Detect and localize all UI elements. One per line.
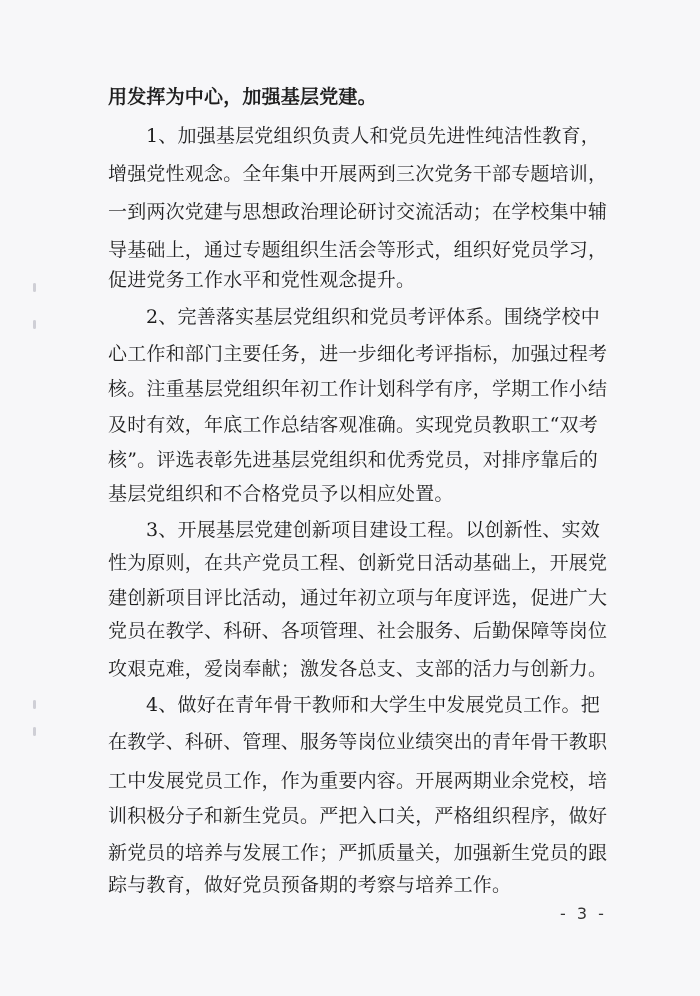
body-line: 新党员的培养与发展工作；严抓质量关，加强新生党员的跟	[108, 842, 608, 864]
body-line: 核。注重基层党组织年初工作计划科学有序，学期工作小结	[108, 378, 608, 400]
page-number: - 3 -	[560, 904, 607, 923]
scan-mark	[33, 283, 36, 292]
body-line: 在教学、科研、管理、服务等岗位业绩突出的青年骨干教职	[108, 731, 608, 753]
body-line: 性为原则，在共产党员工程、创新党日活动基础上，开展党	[108, 552, 608, 574]
body-line: 导基础上，通过专题组织生活会等形式，组织好党员学习，	[108, 239, 608, 261]
body-line: 建创新项目评比活动，通过年初立项与年度评选，促进广大	[108, 587, 608, 609]
scan-mark	[33, 320, 36, 329]
body-line: 1、加强基层党组织负责人和党员先进性纯洁性教育，	[146, 125, 600, 147]
body-line: 增强党性观念。全年集中开展两到三次党务干部专题培训，	[108, 163, 608, 185]
body-line: 3、开展基层党建创新项目建设工程。以创新性、实效	[146, 519, 600, 541]
body-line: 工中发展党员工作，作为重要内容。开展两期业余党校，培	[108, 770, 608, 792]
body-line: 攻艰克难，爱岗奉献；激发各总支、支部的活力与创新力。	[108, 658, 608, 680]
body-line: 核”。评选表彰先进基层党组织和优秀党员，对排序靠后的	[108, 449, 598, 471]
scan-mark	[33, 727, 36, 736]
heading-line: 用发挥为中心，加强基层党建。	[108, 86, 377, 108]
body-line: 2、完善落实基层党组织和党员考评体系。围绕学校中	[146, 306, 600, 328]
scan-mark	[33, 700, 36, 709]
body-line: 4、做好在青年骨干教师和大学生中发展党员工作。把	[146, 694, 600, 716]
body-line: 促进党务工作水平和党性观念提升。	[108, 269, 416, 291]
body-line: 踪与教育，做好党员预备期的考察与培养工作。	[108, 874, 512, 896]
body-line: 及时有效，年底工作总结客观准确。实现党员教职工“双考	[108, 414, 598, 436]
body-line: 训积极分子和新生党员。严把入口关，严格组织程序，做好	[108, 805, 608, 827]
body-line: 一到两次党建与思想政治理论研讨交流活动；在学校集中辅	[108, 201, 608, 223]
body-line: 基层党组织和不合格党员予以相应处置。	[108, 483, 454, 505]
body-line: 心工作和部门主要任务，进一步细化考评指标，加强过程考	[108, 343, 608, 365]
body-line: 党员在教学、科研、各项管理、社会服务、后勤保障等岗位	[108, 620, 608, 642]
